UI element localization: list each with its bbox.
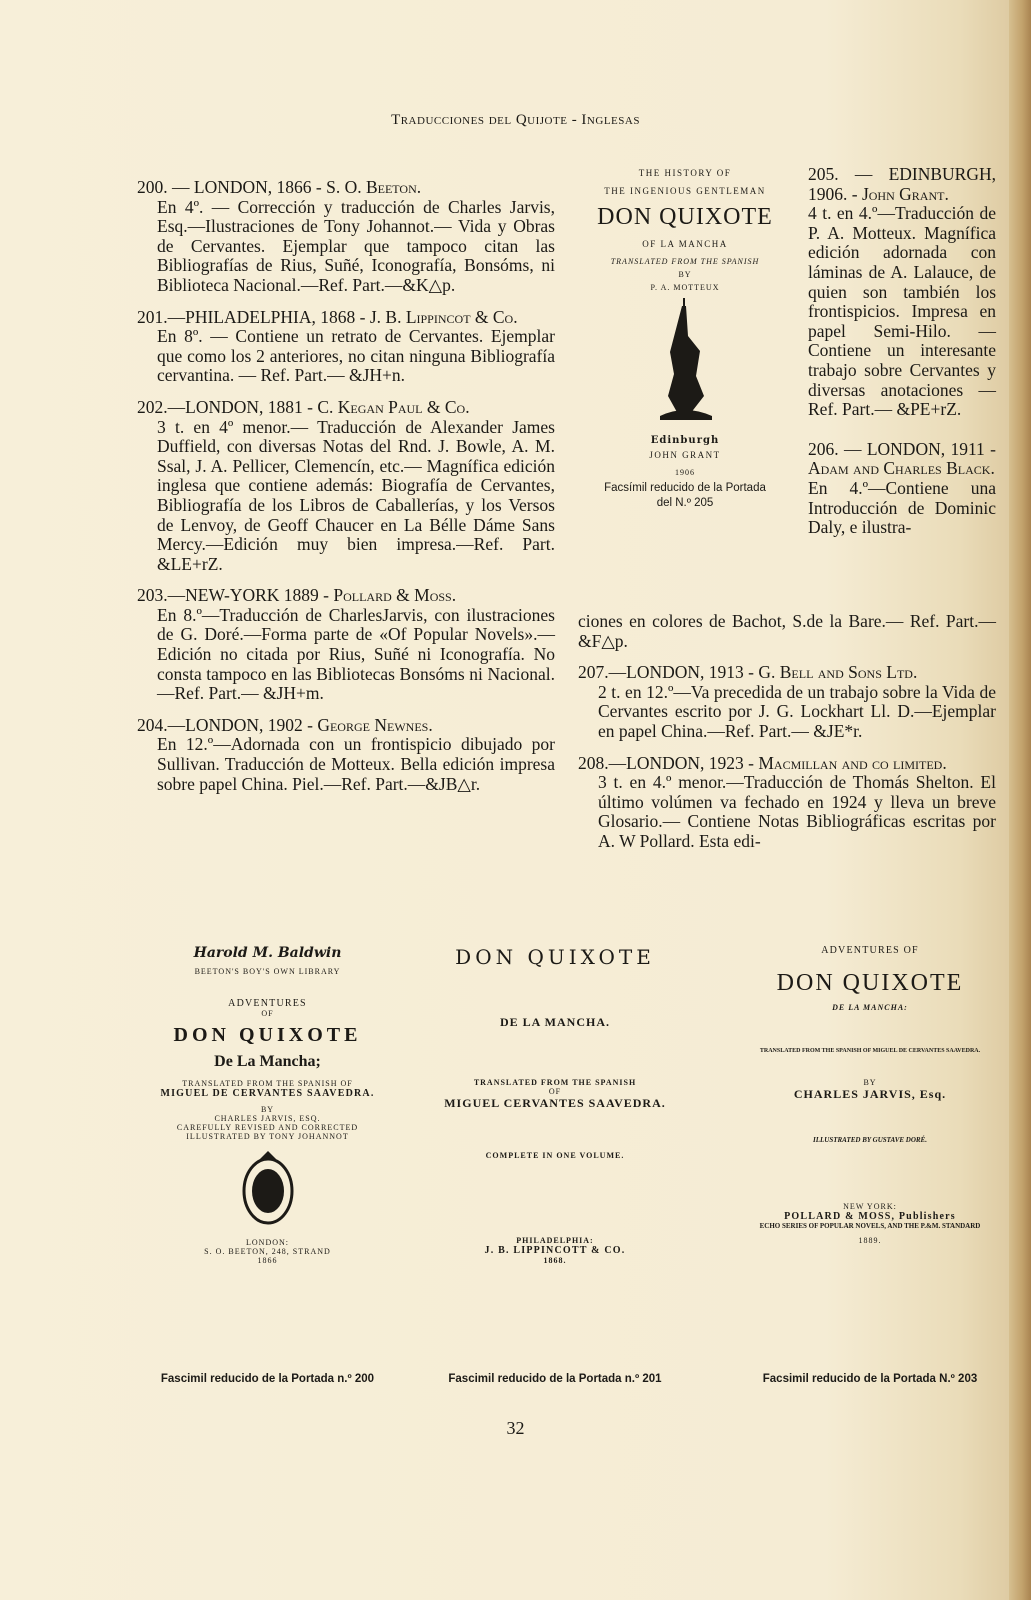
plate-line: 1866: [257, 1256, 278, 1265]
entry-205: [808, 165, 996, 420]
plate-subtitle: De La Mancha;: [214, 1053, 321, 1070]
plate-subtitle: DE LA MANCHA:: [832, 1003, 908, 1012]
entry-body: En 4º. — Corrección y traducción de Charles Jarvis, Esq.—Ilustraciones de Tony Johannot.— Vida y Obras de Cervantes. Ejemplar que tampoco citan las Bibliografías de Rius, Suñé, Iconografía, Bonsóms, ni Biblioteca Nacional.—Ref. Part.—&K△p.: [157, 196, 555, 295]
signature: Harold M. Baldwin: [193, 945, 342, 961]
plate-line: OF: [548, 1087, 562, 1096]
entry-publisher: G. Bell and Sons Ltd.: [758, 662, 918, 683]
plate-line: COMPLETE IN ONE VOLUME.: [485, 1151, 625, 1160]
entry-body: En 4.º—Contiene una Introducción de Dominic Daly, e ilustra-: [808, 477, 996, 538]
crest-emblem-icon: [240, 1149, 296, 1229]
plate-line: TRANSLATED FROM THE SPANISH: [473, 1078, 637, 1087]
entry-207: [578, 663, 996, 741]
page-edge: [1009, 0, 1031, 1600]
plate-line: BEETON'S BOY'S OWN LIBRARY: [194, 967, 341, 976]
entry-heading: 201.—PHILADELPHIA, 1868 -: [137, 306, 370, 327]
plate-line: 1889.: [858, 1236, 882, 1245]
plate-line: MIGUEL CERVANTES SAAVEDRA.: [444, 1096, 666, 1110]
entry-body: 2 t. en 12.º—Va precedida de un trabajo sobre la Vida de Cervantes escrito por J. G. Lockhart Ll. D.—Ejemplar en papel China.—Ref. Part.— &JE*r.: [598, 681, 996, 741]
entry-publisher: S. O. Beeton.: [326, 177, 422, 197]
entry-body: En 8.º—Traducción de CharlesJarvis, con ilustraciones de G. Doré.—Forma parte de «Of Popular Novels».—Edición no citada por Rius, Suñé ni Iconografía. No consta tampoco en las Bibliotecas Bonsóms ni Nacional.—Ref. Part.— &JH+m.: [157, 604, 555, 704]
entry-heading: 206. — LONDON, 1911 -: [808, 438, 996, 459]
entry-publisher: Macmillan and co limited.: [758, 752, 947, 773]
plate-line: CHARLES JARVIS, Esq.: [793, 1087, 947, 1101]
entry-heading: 202.—LONDON, 1881 -: [137, 396, 318, 417]
entry-202: [137, 398, 555, 574]
plate-caption: Facsimil reducido de la Portada N.º 203: [762, 1373, 978, 1385]
entry-heading: 205. — EDINBURGH, 1906. -: [808, 164, 996, 204]
plate-line: J. B. LIPPINCOTT & CO.: [484, 1245, 626, 1256]
inset-author: P. A. MOTTEUX: [650, 283, 720, 292]
plate-line: CAREFULLY REVISED AND CORRECTED: [176, 1123, 359, 1132]
inset-place: Edinburgh: [650, 435, 720, 446]
entry-publisher: Adam and Charles Black.: [808, 458, 995, 479]
inset-translated: TRANSLATED FROM THE SPANISH: [610, 257, 760, 266]
plate-line: BY: [260, 1105, 275, 1114]
entry-heading: 208.—LONDON, 1923 -: [578, 752, 759, 773]
plate-title: DON QUIXOTE: [455, 945, 655, 969]
bottom-right-column: [578, 612, 996, 864]
entry-heading: 203.—NEW-YORK 1889 -: [137, 585, 334, 606]
entry-206: [808, 440, 996, 538]
plate-line: OF: [261, 1009, 274, 1018]
plate-line: POLLARD & MOSS, Publishers: [784, 1211, 956, 1222]
inset-subtitle: OF LA MANCHA: [642, 239, 728, 249]
plate-line: MIGUEL DE CERVANTES SAAVEDRA.: [160, 1088, 375, 1099]
plate-line: ILLUSTRATED BY GUSTAVE DORÉ.: [813, 1136, 927, 1144]
plate-title: DON QUIXOTE: [776, 970, 964, 996]
plate-title: DON QUIXOTE: [173, 1024, 362, 1046]
plate-line: ADVENTURES OF: [821, 945, 919, 956]
entry-publisher: John Grant.: [861, 183, 949, 204]
facsimile-plates: [140, 945, 1000, 1385]
entry-publisher: J. B. Lippincot & Co.: [369, 306, 518, 327]
plate-line: TRANSLATED FROM THE SPANISH OF MIGUEL DE CERVANTES SAAVEDRA.: [759, 1048, 981, 1054]
entry-publisher: Pollard & Moss.: [333, 585, 457, 606]
page-number: 32: [506, 1418, 525, 1438]
entry-200: [137, 178, 555, 296]
entry-208: [578, 754, 996, 852]
plate-line: ILLUSTRATED BY TONY JOHANNOT: [186, 1132, 349, 1141]
plate-line: LONDON:: [246, 1238, 289, 1247]
entry-body: 3 t. en 4º menor.— Traducción de Alexander James Duffield, con diversas Notas del Rnd. J. Bowle, A. M. Ssal, J. A. Pellicer, Clemencín, etc.— Magnífica edición inglesa que contiene además: Biografía de Cervantes, Bibliografía de los Libros de Caballerías, y los Versos de Lenvoy, de Geoff Chaucer en La Bélle Dáme Sans Mercy.—Edición muy bien impresa.—Ref. Part. &LE+rZ.: [157, 416, 555, 574]
entry-body: En 8º. — Contiene un retrato de Cervantes. Ejemplar que como los 2 anteriores, no citan ninguna Bibliografía cervantina. — Ref. Part.— &JH+n.: [157, 326, 555, 386]
inset-year: 1906: [675, 468, 695, 477]
plate-subtitle: DE LA MANCHA.: [499, 1015, 610, 1029]
plate-line: ADVENTURES: [228, 998, 307, 1009]
inset-caption: Facsímil reducido de la Portada del N.º 205: [604, 482, 766, 509]
entry-204: [137, 716, 555, 794]
entry-publisher: George Newnes.: [317, 714, 433, 735]
inset-line: THE INGENIOUS GENTLEMAN: [604, 186, 766, 196]
entry-publisher: C. Kegan Paul & Co.: [317, 396, 470, 417]
plate-line: 1868.: [543, 1256, 567, 1265]
entry-203: [137, 586, 555, 704]
entry-body: En 12.º—Adornada con un frontispicio dibujado por Sullivan. Traducción de Motteux. Bella edición impresa sobre papel China. Piel.—Ref. Part.—&JB△r.: [157, 734, 555, 794]
plate-201: [430, 945, 680, 1385]
entry-heading: 207.—LONDON, 1913 -: [578, 662, 759, 683]
plate-line: CHARLES JARVIS, ESQ.: [214, 1114, 321, 1123]
inset-by: BY: [678, 270, 692, 279]
inset-title: DON QUIXOTE: [597, 204, 773, 230]
plate-line: PHILADELPHIA:: [516, 1236, 594, 1245]
plate-200: [140, 945, 395, 1385]
entry-heading: 204.—LONDON, 1902 -: [137, 714, 318, 735]
inset-title-page-205: [585, 168, 785, 511]
entry-201: [137, 308, 555, 386]
left-column: [137, 178, 555, 806]
inset-line: THE HISTORY OF: [638, 168, 732, 178]
plate-line: TRANSLATED FROM THE SPANISH OF: [182, 1079, 353, 1088]
plate-line: NEW YORK:: [843, 1202, 897, 1211]
plate-line: ECHO SERIES OF POPULAR NOVELS, AND THE P.&M. STANDARD: [759, 1222, 981, 1230]
inset-printer: JOHN GRANT: [649, 450, 721, 460]
running-head: Traducciones del Quijote - Inglesas: [391, 112, 640, 128]
knight-vignette-icon: [630, 296, 740, 426]
plate-203: [740, 945, 1000, 1385]
plate-caption: Fascimil reducido de la Portada n.º 201: [448, 1373, 662, 1385]
right-column: [808, 165, 996, 550]
entry-206-continued: ciones en colores de Bachot, S.de la Bare.— Ref. Part.—&F△p.: [578, 611, 996, 651]
plate-line: S. O. BEETON, 248, STRAND: [204, 1247, 331, 1256]
plate-caption: Fascimil reducido de la Portada n.º 200: [160, 1373, 375, 1385]
entry-body: 4 t. en 4.º—Traducción de P. A. Motteux. Magnífica edición adornada con láminas de A. Lalauce, de quien son también los frontispicios. Impresa en papel Semi-Hilo. — Contiene un interesante trabajo sobre Cervantes y diversas anotaciones —Ref. Part.— &PE+rZ.: [808, 203, 996, 420]
plate-line: BY: [863, 1078, 877, 1087]
entry-body: 3 t. en 4.º menor.—Traducción de Thomás Shelton. El último volúmen va fechado en 1924 y lleva un breve Glosario.— Contiene Notas Bibliográficas escritas por A. W Pollard. Esta edi-: [598, 772, 996, 851]
entry-heading: 200. — LONDON, 1866 -: [137, 177, 327, 197]
